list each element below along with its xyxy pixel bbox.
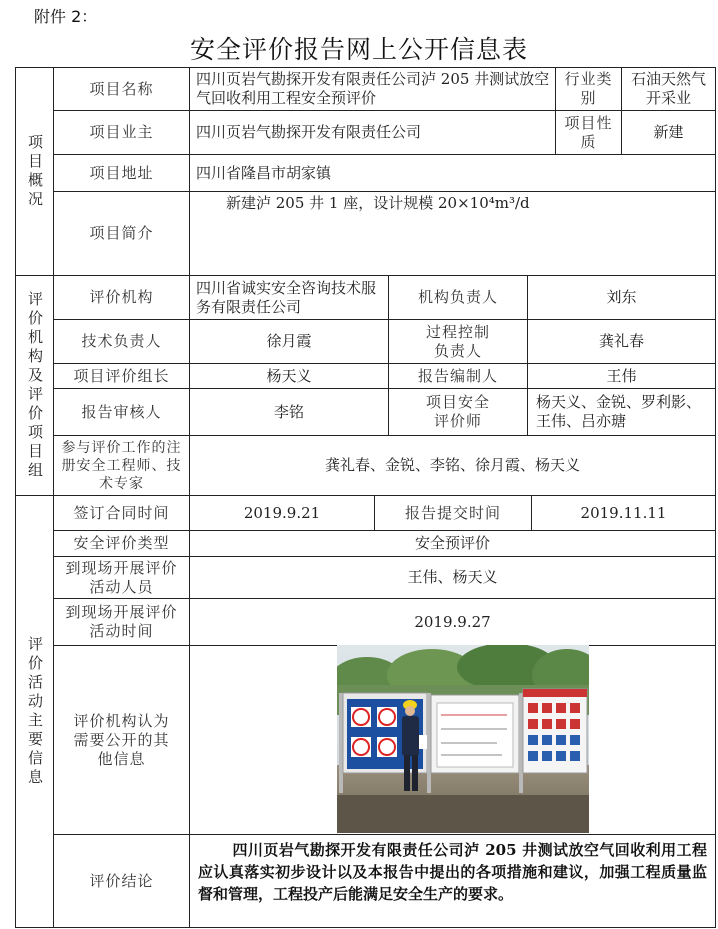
process-label: 过程控制负责人 <box>388 319 528 364</box>
conclusion-value: 四川页岩气勘探开发有限责任公司泸 205 井测试放空气回收利用工程应认真落实初步设计以及本报告中提出的各项措施和建议，加强工程质量监督和管理，工程投产后能满足安全生产的要求。 <box>189 834 716 928</box>
conclusion-label: 评价结论 <box>53 834 190 928</box>
intro-value: 新建泸 205 井 1 座，设计规模 20×10⁴m³/d <box>189 191 716 276</box>
submit-value: 2019.11.11 <box>531 495 716 531</box>
safety-value: 杨天义、金锐、罗利影、王伟、吕亦瑭 <box>527 388 716 436</box>
engineers-label: 参与评价工作的注册安全工程师、技术专家 <box>53 435 190 496</box>
owner-label: 项目业主 <box>53 110 190 155</box>
org-value: 四川省诚实安全咨询技术服务有限责任公司 <box>189 275 389 320</box>
industry-value: 石油天然气开采业 <box>621 67 716 111</box>
process-value: 龚礼春 <box>527 319 716 364</box>
type-label: 安全评价类型 <box>53 530 190 557</box>
contract-label: 签订合同时间 <box>53 495 190 531</box>
reviewer-value: 李铭 <box>189 388 389 436</box>
org-label: 评价机构 <box>53 275 190 320</box>
safety-label: 项目安全评价师 <box>388 388 528 436</box>
address-value: 四川省隆昌市胡家镇 <box>189 154 716 192</box>
leader-value: 杨天义 <box>189 363 389 389</box>
page-title: 安全评价报告网上公开信息表 <box>189 35 528 64</box>
leader-label: 项目评价组长 <box>53 363 190 389</box>
project-name-label: 项目名称 <box>53 67 190 111</box>
nature-value: 新建 <box>621 110 716 155</box>
head-value: 刘东 <box>527 275 716 320</box>
writer-value: 王伟 <box>527 363 716 389</box>
owner-value: 四川页岩气勘探开发有限责任公司 <box>189 110 556 155</box>
staff-value: 王伟、杨天义 <box>189 556 716 599</box>
reviewer-label: 报告审核人 <box>53 388 190 436</box>
nature-label: 项目性质 <box>555 110 622 155</box>
engineers-value: 龚礼春、金锐、李铭、徐月霞、杨天义 <box>189 435 716 496</box>
intro-label: 项目简介 <box>53 191 190 276</box>
writer-label: 报告编制人 <box>388 363 528 389</box>
type-value: 安全预评价 <box>189 530 716 557</box>
section-activity: 评价活动主要信息 <box>15 495 54 928</box>
time-label: 到现场开展评价活动时间 <box>53 598 190 646</box>
time-value: 2019.9.27 <box>189 598 716 646</box>
staff-label: 到现场开展评价活动人员 <box>53 556 190 599</box>
submit-label: 报告提交时间 <box>374 495 532 531</box>
tech-label: 技术负责人 <box>53 319 190 364</box>
other-info-label: 评价机构认为需要公开的其他信息 <box>53 645 190 835</box>
project-name-value: 四川页岩气勘探开发有限责任公司泸 205 井测试放空气回收利用工程安全预评价 <box>189 67 556 111</box>
attachment-label: 附件 2： <box>34 7 98 26</box>
industry-label: 行业类别 <box>555 67 622 111</box>
head-label: 机构负责人 <box>388 275 528 320</box>
section-agency: 评价机构及评价项目组 <box>15 275 54 496</box>
address-label: 项目地址 <box>53 154 190 192</box>
contract-value: 2019.9.21 <box>189 495 375 531</box>
site-photo <box>337 645 589 833</box>
tech-value: 徐月霞 <box>189 319 389 364</box>
section-overview: 项目概况 <box>15 67 54 276</box>
